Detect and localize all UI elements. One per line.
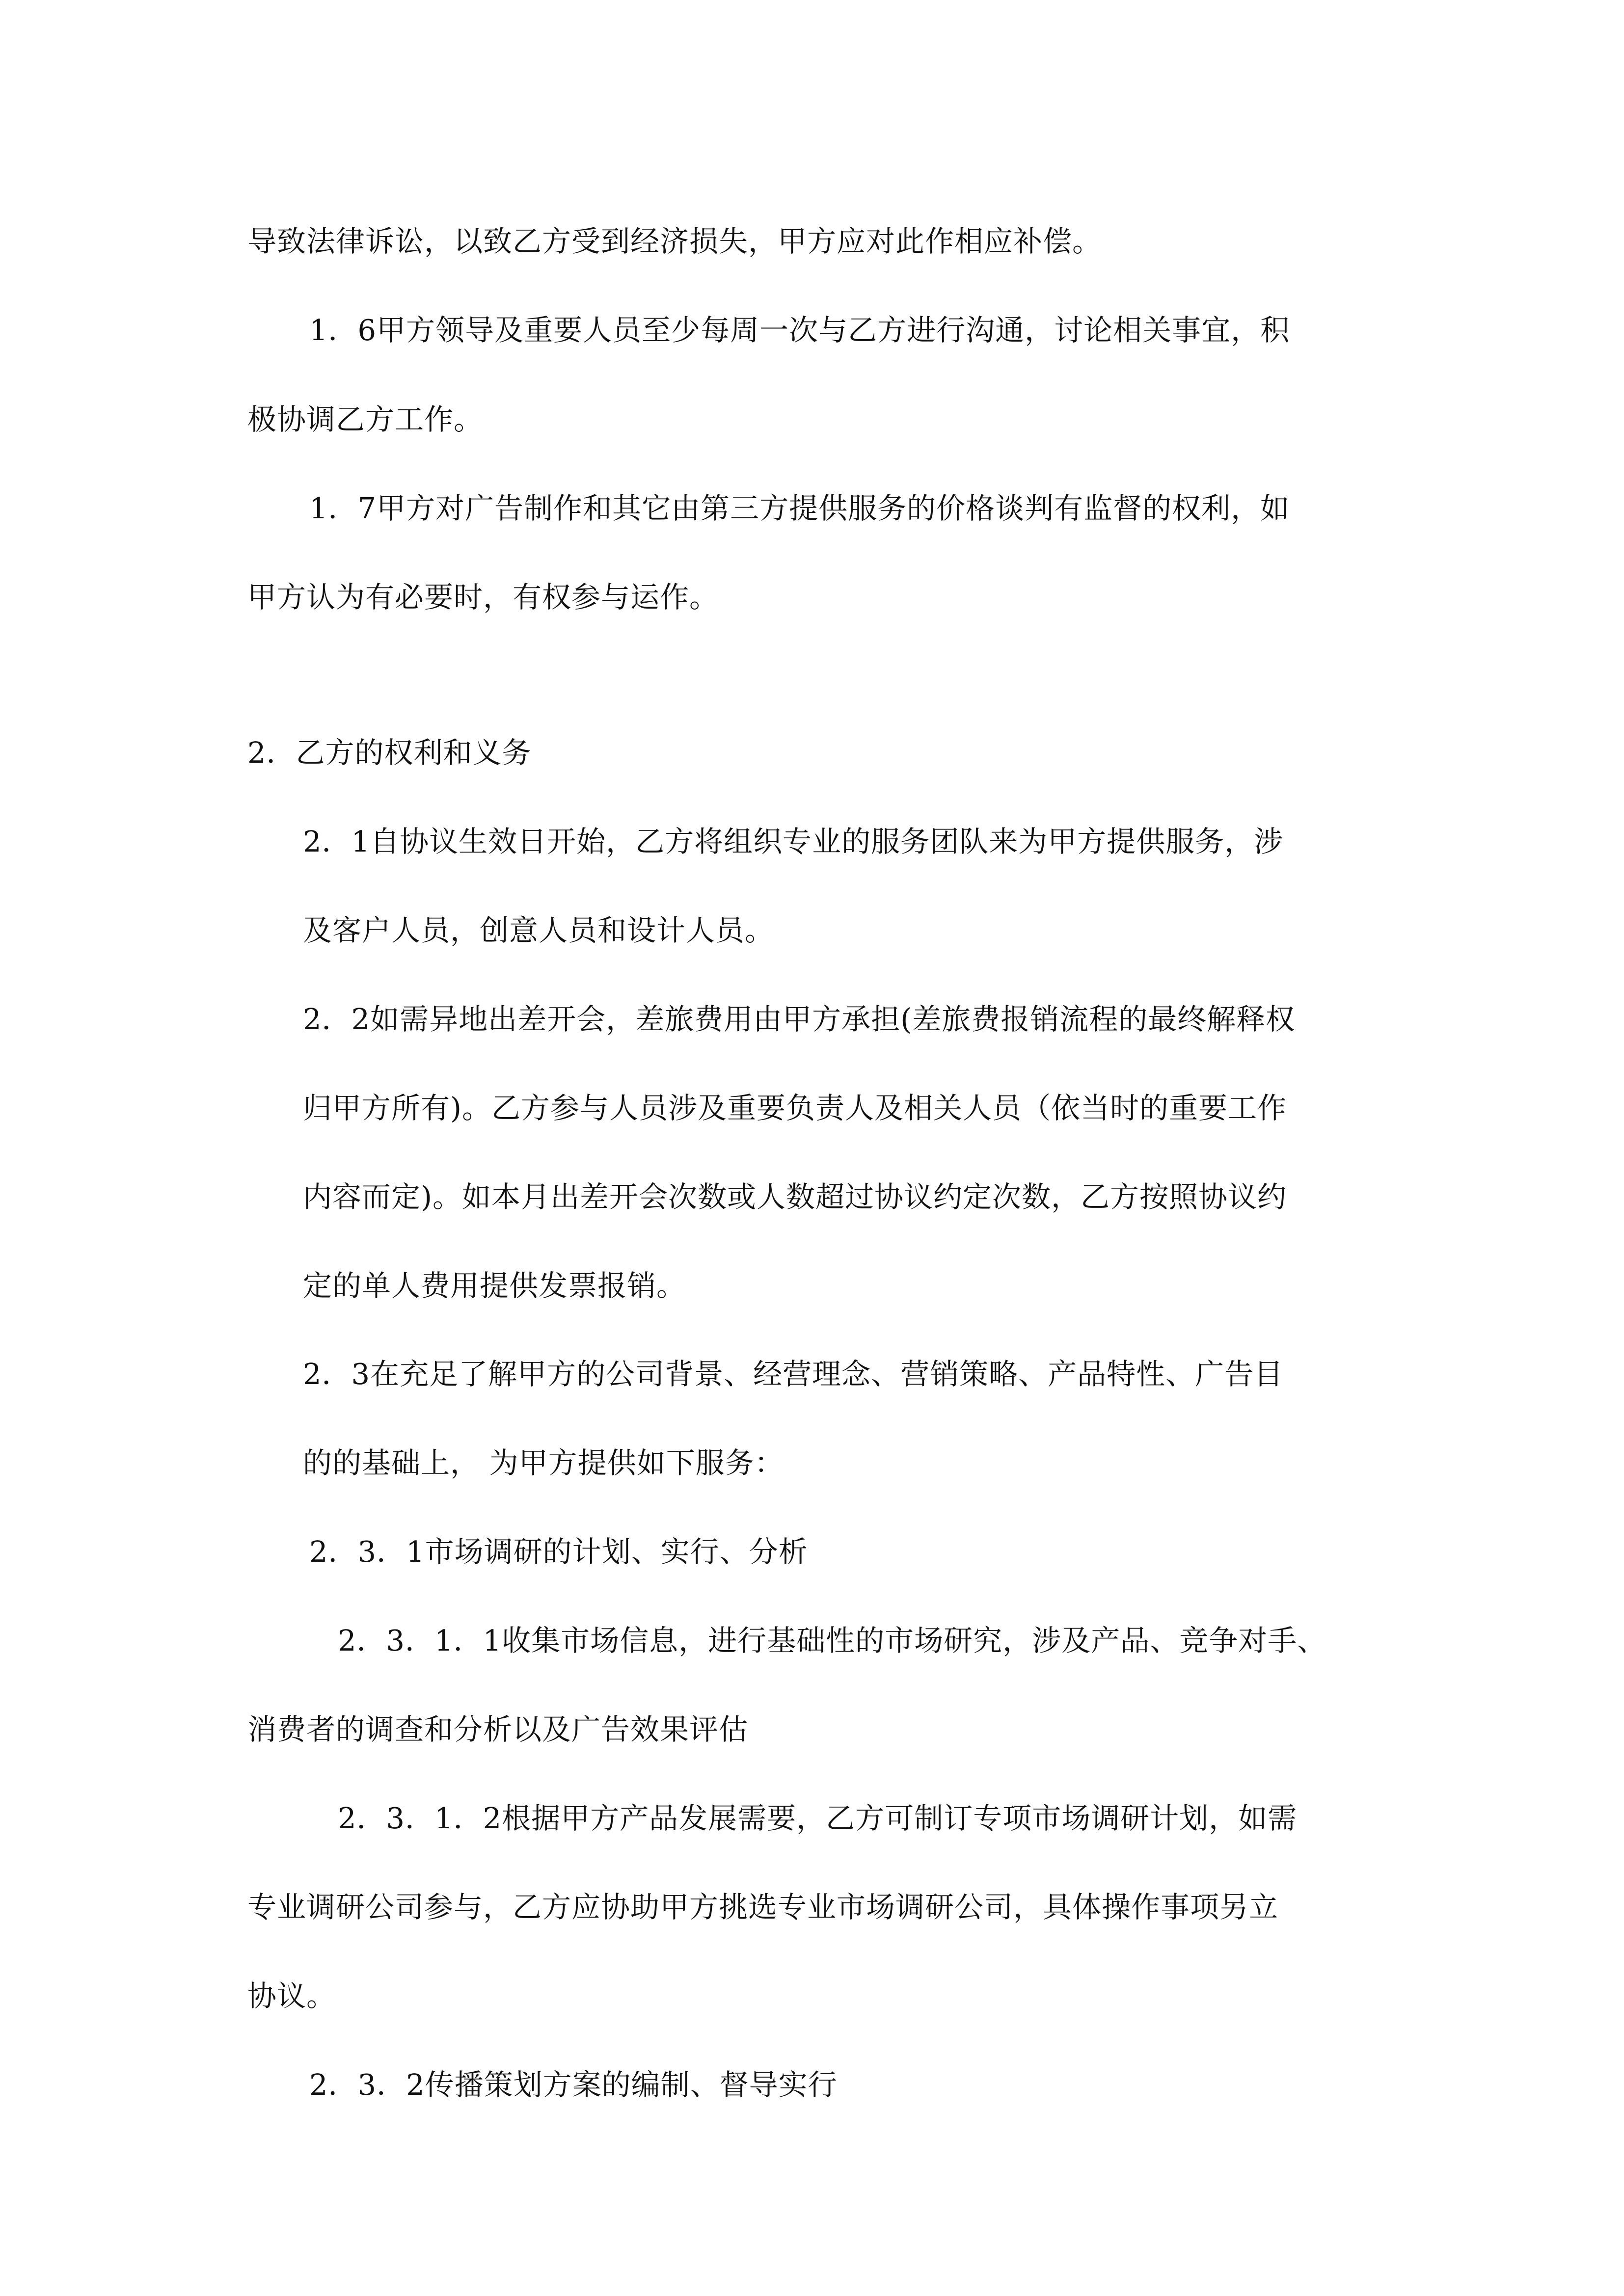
text-line: 及客户人员，创意人员和设计人员。	[303, 913, 775, 947]
section-heading: 2．乙方的权利和义务	[247, 736, 532, 770]
text-line: 的的基础上， 为甲方提供如下服务：	[303, 1446, 784, 1480]
text-line: 归甲方所有)。乙方参与人员涉及重要负责人及相关人员（依当时的重要工作	[303, 1091, 1287, 1125]
text-line: 2．2如需异地出差开会，差旅费用由甲方承担(差旅费报销流程的最终解释权	[303, 1002, 1296, 1036]
text-line: 2．1自协议生效日开始，乙方将组织专业的服务团队来为甲方提供服务，涉	[303, 825, 1284, 858]
text-line: 协议。	[247, 1979, 336, 2013]
text-line: 2．3．1．1收集市场信息，进行基础性的市场研究，涉及产品、竞争对手、	[338, 1624, 1327, 1657]
text-line: 内容而定)。如本月出差开会次数或人数超过协议约定次数，乙方按照协议约	[303, 1180, 1287, 1214]
text-line: 极协调乙方工作。	[247, 402, 484, 436]
text-line: 甲方认为有必要时，有权参与运作。	[247, 580, 719, 614]
text-line: 消费者的调查和分析以及广告效果评估	[247, 1712, 749, 1746]
text-line: 1．7甲方对广告制作和其它由第三方提供服务的价格谈判有监督的权利，如	[309, 491, 1290, 525]
text-line: 2．3．2传播策划方案的编制、督导实行	[309, 2068, 838, 2102]
text-line: 专业调研公司参与，乙方应协助甲方挑选专业市场调研公司，具体操作事项另立	[247, 1890, 1279, 1924]
text-line: 导致法律诉讼，以致乙方受到经济损失，甲方应对此作相应补偿。	[247, 224, 1102, 258]
text-line: 2．3．1市场调研的计划、实行、分析	[309, 1535, 808, 1569]
text-line: 1．6甲方领导及重要人员至少每周一次与乙方进行沟通，讨论相关事宜，积	[309, 313, 1290, 347]
text-line: 定的单人费用提供发票报销。	[303, 1269, 686, 1303]
text-line: 2．3在充足了解甲方的公司背景、经营理念、营销策略、产品特性、广告目	[303, 1357, 1284, 1391]
text-line: 2．3．1．2根据甲方产品发展需要，乙方可制订专项市场调研计划，如需	[338, 1801, 1298, 1835]
